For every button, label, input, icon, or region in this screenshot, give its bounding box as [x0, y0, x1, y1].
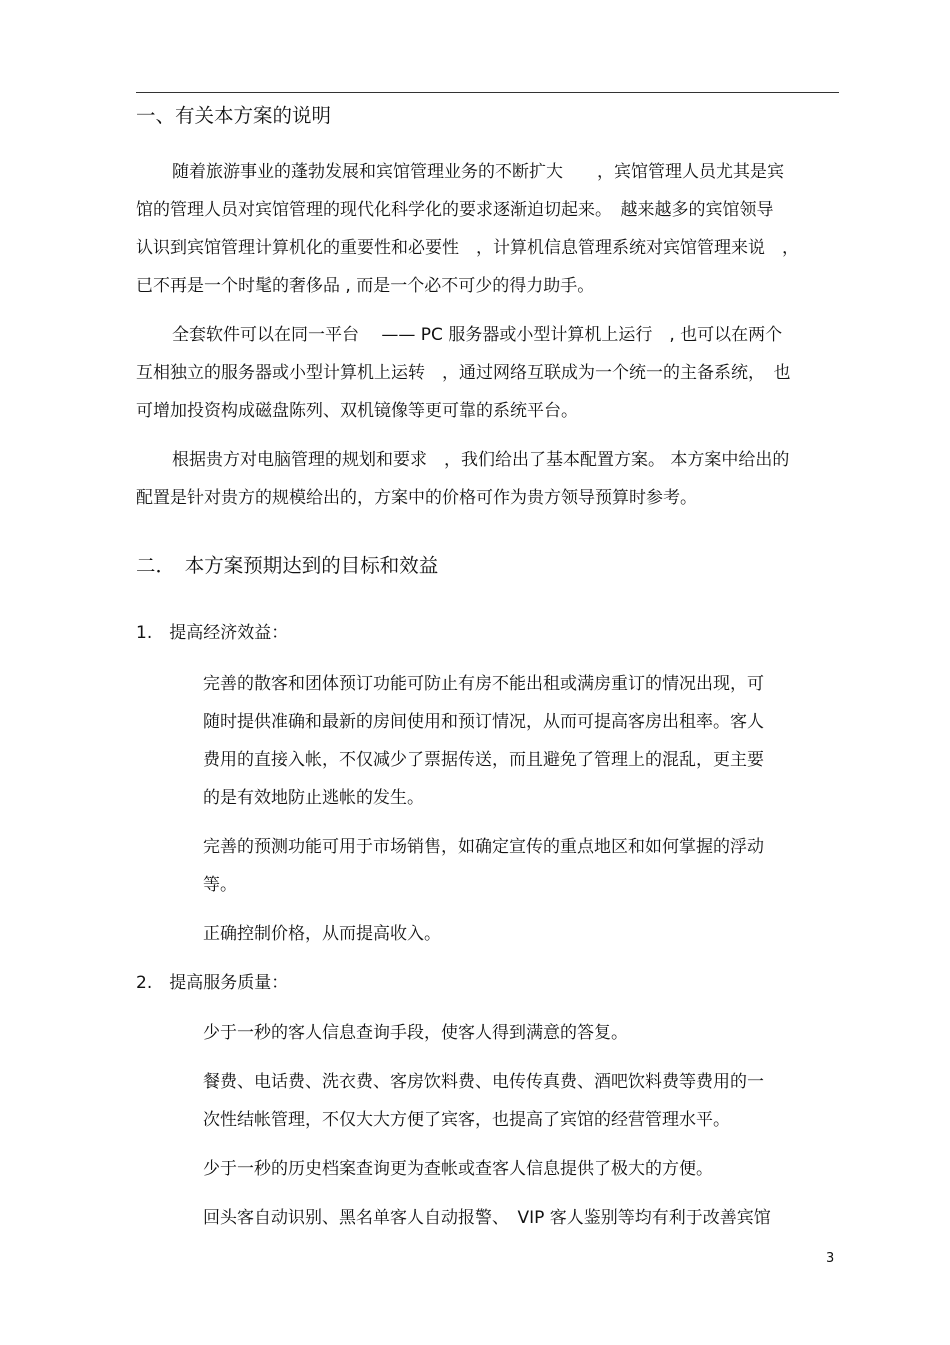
text-line: 完善的预测功能可用于市场销售，如确定宣传的重点地区和如何掌握的浮动	[203, 837, 764, 857]
section-heading-2: 二． 本方案预期达到的目标和效益	[136, 554, 439, 577]
text-line: 认识到宾馆管理计算机化的重要性和必要性 ，计算机信息管理系统对宾馆管理来说 ，	[136, 238, 799, 258]
header-rule	[136, 92, 839, 93]
list-item-label-1: 1. 提高经济效益：	[136, 623, 289, 643]
text-line: 餐费、电话费、洗衣费、客房饮料费、电传传真费、酒吧饮料费等费用的一	[203, 1072, 764, 1092]
list-item-label-2: 2. 提高服务质量：	[136, 973, 289, 993]
list-paragraph: 少于一秒的客人信息查询手段，使客人得到满意的答复。	[203, 1023, 628, 1043]
text-line: 配置是针对贵方的规模给出的，方案中的价格可作为贵方领导预算时参考。	[136, 488, 697, 508]
page-number: 3	[826, 1251, 835, 1266]
text-line: 等。	[203, 875, 237, 895]
section-heading-1: 一、有关本方案的说明	[136, 104, 332, 127]
text-line: 根据贵方对电脑管理的规划和要求 ，我们给出了基本配置方案。 本方案中给出的	[172, 450, 790, 470]
text-line: 的是有效地防止逃帐的发生。	[203, 788, 424, 808]
text-line: 互相独立的服务器或小型计算机上运转 ，通过网络互联成为一个统一的主备系统， 也	[136, 363, 791, 383]
list-paragraph: 回头客自动识别、黑名单客人自动报警、 VIP 客人鉴别等均有利于改善宾馆	[203, 1208, 771, 1228]
text-line: 次性结帐管理，不仅大大方便了宾客，也提高了宾馆的经营管理水平。	[203, 1110, 730, 1130]
text-line: 已不再是一个时髦的奢侈品 , 而是一个必不可少的得力助手。	[136, 276, 595, 296]
text-line: 全套软件可以在同一平台 —— PC 服务器或小型计算机上运行 , 也可以在两个	[172, 325, 783, 345]
text-line: 随时提供准确和最新的房间使用和预订情况，从而可提高客房出租率。客人	[203, 712, 764, 732]
text-line: 可增加投资构成磁盘陈列、双机镜像等更可靠的系统平台。	[136, 401, 578, 421]
text-line: 随着旅游事业的蓬勃发展和宾馆管理业务的不断扩大 ，宾馆管理人员尤其是宾	[172, 162, 784, 182]
list-paragraph: 正确控制价格，从而提高收入。	[203, 924, 441, 944]
text-line: 费用的直接入帐，不仅减少了票据传送，而且避免了管理上的混乱，更主要	[203, 750, 764, 770]
list-paragraph: 少于一秒的历史档案查询更为查帐或查客人信息提供了极大的方便。	[203, 1159, 713, 1179]
text-line: 完善的散客和团体预订功能可防止有房不能出租或满房重订的情况出现，可	[203, 674, 764, 694]
text-line: 馆的管理人员对宾馆管理的现代化科学化的要求逐渐迫切起来。 越来越多的宾馆领导	[136, 200, 774, 220]
